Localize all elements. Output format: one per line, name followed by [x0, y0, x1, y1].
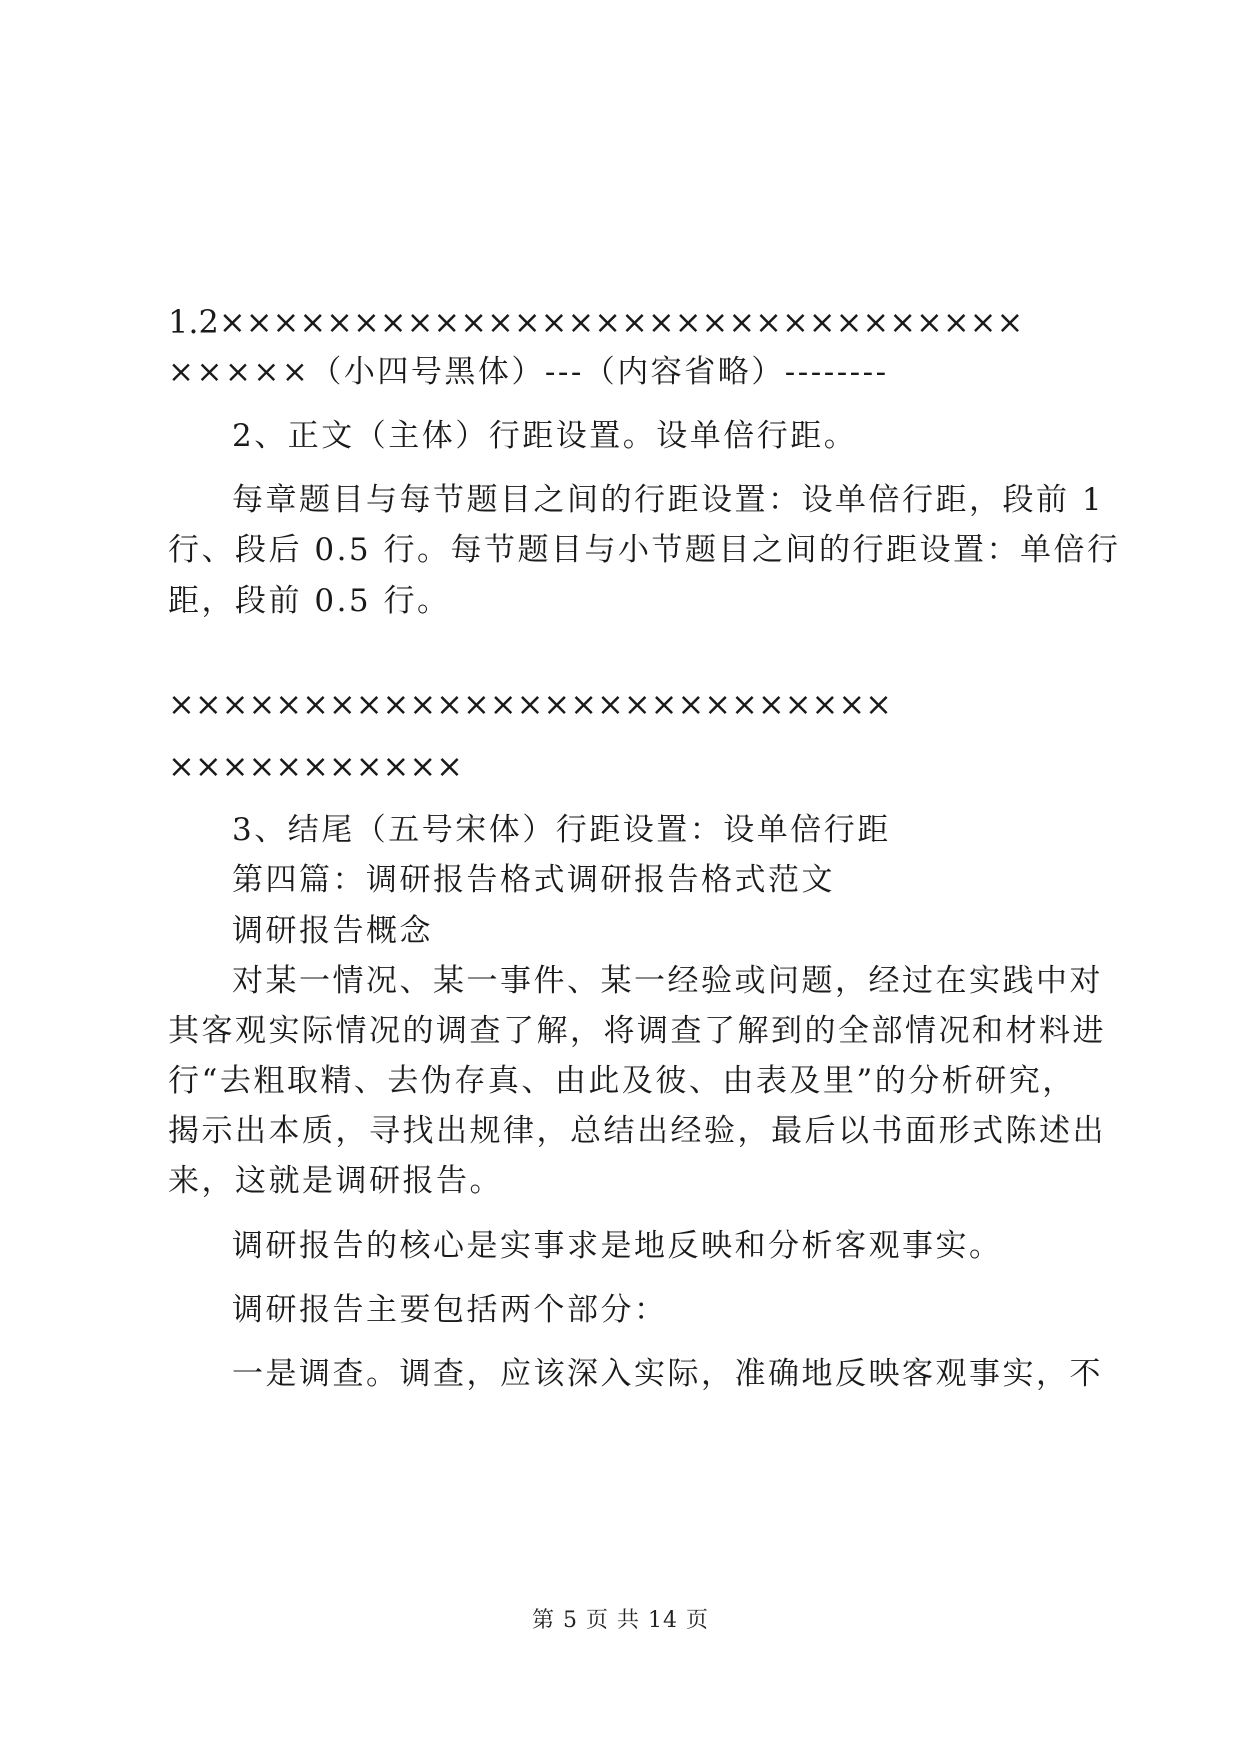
- paragraph-heading-spacing-line-1: 每章题目与每节题目之间的行距设置：设单倍行距，段前 1: [232, 482, 1105, 518]
- paragraph-definition-line-4: 揭示出本质，寻找出规律，总结出经验，最后以书面形式陈述出: [168, 1113, 1106, 1149]
- placeholder-x-line-1: ×××××××××××××××××××××××××××: [168, 685, 892, 723]
- paragraph-ending-spacing: 3、结尾（五号宋体）行距设置：设单倍行距: [232, 812, 891, 848]
- paragraph-main-body-spacing: 2、正文（主体）行距设置。设单倍行距。: [232, 418, 858, 454]
- paragraph-definition-line-5: 来，这就是调研报告。: [168, 1163, 503, 1199]
- paragraph-definition-line-1: 对某一情况、某一事件、某一经验或问题，经过在实践中对: [232, 963, 1103, 999]
- paragraph-investigation: 一是调查。调查，应该深入实际，准确地反映客观事实，不: [232, 1356, 1103, 1392]
- placeholder-x-line-2: ×××××××××××: [168, 747, 463, 785]
- chapter-title: 第四篇：调研报告格式调研报告格式范文: [232, 862, 835, 898]
- paragraph-definition-line-2: 其客观实际情况的调查了解，将调查了解到的全部情况和材料进: [168, 1013, 1106, 1049]
- paragraph-heading-spacing-line-2: 行、段后 0.5 行。每节题目与小节题目之间的行距设置：单倍行: [168, 532, 1121, 568]
- paragraph-definition-line-3: 行“去粗取精、去伪存真、由此及彼、由表及里”的分析研究，: [168, 1063, 1076, 1099]
- paragraph-parts: 调研报告主要包括两个部分：: [232, 1292, 668, 1328]
- paragraph-heading-spacing-line-3: 距，段前 0.5 行。: [168, 583, 451, 619]
- page-footer: 第 5 页 共 14 页: [532, 1608, 709, 1633]
- subsection-title: 调研报告概念: [232, 913, 433, 949]
- section-heading-1-2-continued: ×××××（小四号黑体）---（内容省略）--------: [168, 354, 889, 390]
- paragraph-core: 调研报告的核心是实事求是地反映和分析客观事实。: [232, 1228, 1003, 1264]
- section-heading-1-2: 1.2××××××××××××××××××××××××××××××: [168, 303, 1024, 341]
